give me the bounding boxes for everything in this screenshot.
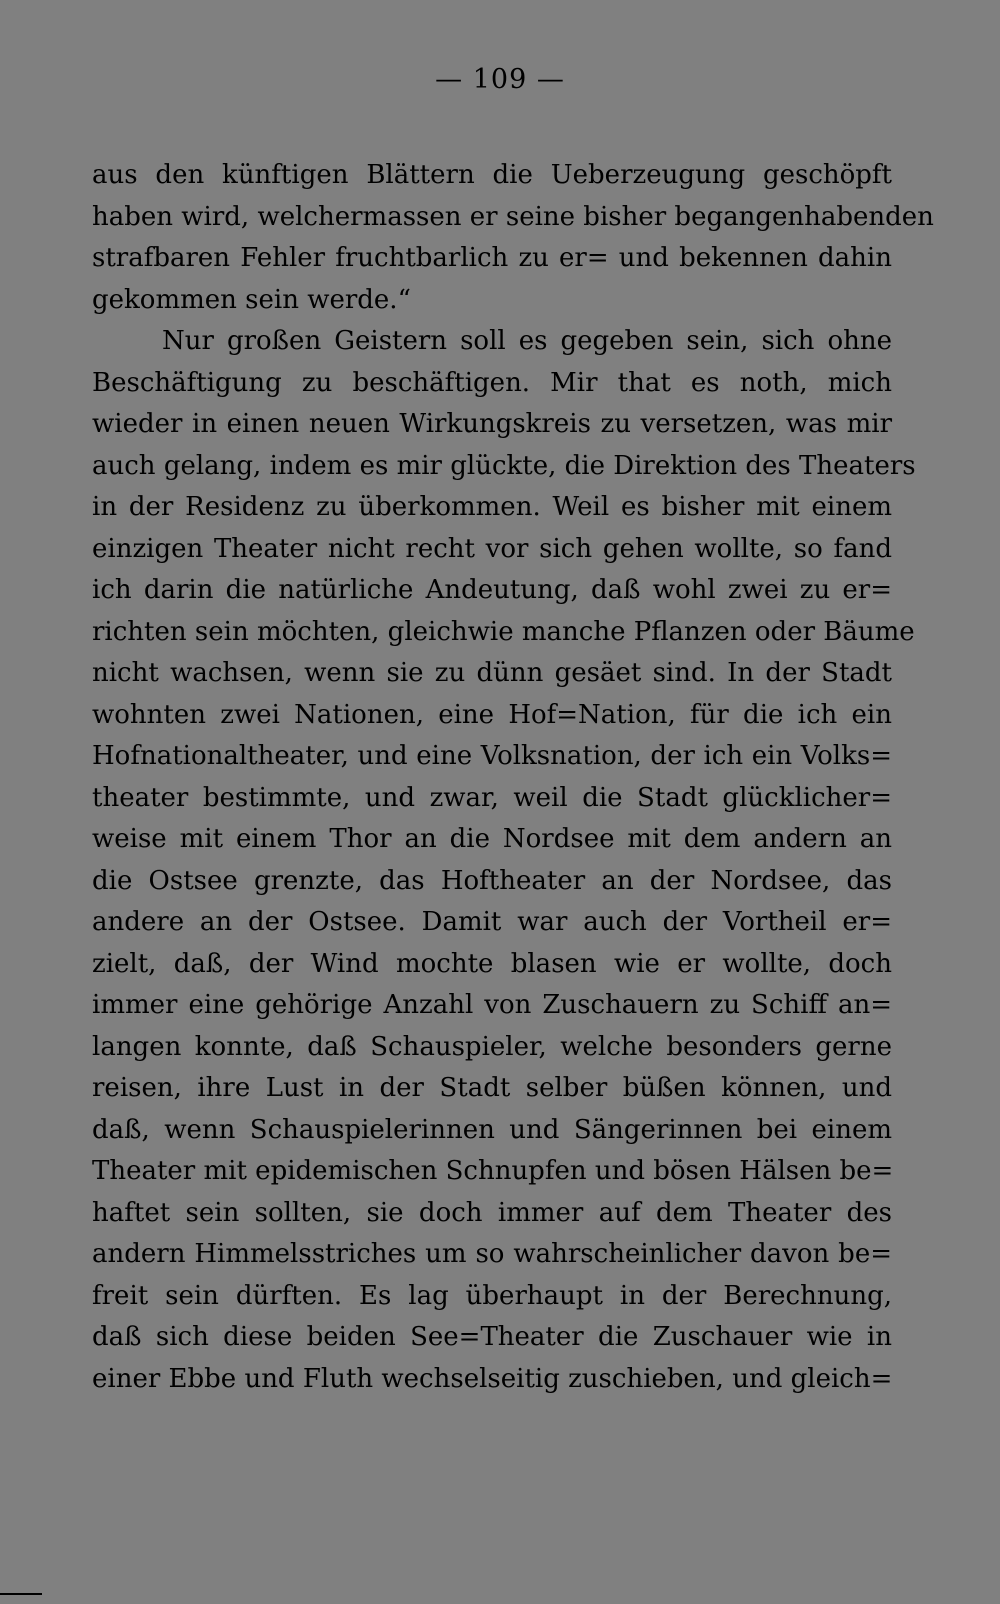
text-line: theater bestimmte, und zwar, weil die Stadt glücklicher=	[92, 782, 892, 813]
text-line: reisen, ihre Lust in der Stadt selber büßen können, und	[92, 1073, 892, 1103]
text-line: wieder in einen neuen Wirkungskreis zu versetzen, was mir	[92, 409, 892, 439]
text-line: ich darin die natürliche Andeutung, daß wohl zwei zu er=	[92, 575, 892, 605]
text-line: strafbaren Fehler fruchtbarlich zu er= und bekennen dahin	[92, 243, 892, 273]
text-line: daß, wenn Schauspielerinnen und Sängerinnen bei einem	[92, 1114, 892, 1145]
page-number: — 109 —	[435, 64, 565, 95]
footer-rule	[0, 1593, 42, 1595]
text-line: Nur großen Geistern soll es gegeben sein, sich ohne	[162, 326, 892, 356]
text-line: zielt, daß, der Wind mochte blasen wie er wollte, doch	[92, 948, 892, 979]
text-line: andere an der Ostsee. Damit war auch der Vortheil er=	[92, 907, 892, 937]
text-line: Beschäftigung zu beschäftigen. Mir that es noth, mich	[92, 367, 892, 398]
text-line: Hofnationaltheater, und eine Volksnation, der ich ein Volks=	[92, 741, 892, 771]
text-line: haben wird, welchermassen er seine bisher begangenhabenden	[92, 201, 934, 232]
text-line: Theater mit epidemischen Schnupfen und bösen Hälsen be=	[92, 1156, 894, 1186]
text-line: immer eine gehörige Anzahl von Zuschauern zu Schiff an=	[92, 990, 892, 1020]
text-line: langen konnte, daß Schauspieler, welche besonders gerne	[92, 1031, 892, 1062]
text-line: nicht wachsen, wenn sie zu dünn gesäet sind. In der Stadt	[92, 658, 892, 688]
text-line: andern Himmelsstriches um so wahrscheinlicher davon be=	[92, 1239, 892, 1269]
text-line: freit sein dürften. Es lag überhaupt in der Berechnung,	[92, 1280, 892, 1311]
text-line: in der Residenz zu überkommen. Weil es bisher mit einem	[92, 492, 892, 522]
text-line: auch gelang, indem es mir glückte, die Direktion des Theaters	[92, 450, 916, 481]
text-line: wohnten zwei Nationen, eine Hof=Nation, für die ich ein	[92, 699, 892, 730]
text-line: aus den künftigen Blättern die Ueberzeugung geschöpft	[92, 160, 892, 190]
text-line: gekommen sein werde.“	[92, 284, 411, 315]
text-line: weise mit einem Thor an die Nordsee mit dem andern an	[92, 824, 892, 854]
text-line: richten sein möchten, gleichwie manche Pflanzen oder Bäume	[92, 616, 915, 647]
text-line: haftet sein sollten, sie doch immer auf dem Theater des	[92, 1197, 892, 1228]
text-line: einzigen Theater nicht recht vor sich gehen wollte, so fand	[92, 533, 892, 564]
text-line: die Ostsee grenzte, das Hoftheater an der Nordsee, das	[92, 865, 892, 896]
body-text	[92, 155, 934, 1400]
text-line: daß sich diese beiden See=Theater die Zuschauer wie in	[92, 1322, 892, 1352]
text-line: einer Ebbe und Fluth wechselseitig zuschieben, und gleich=	[92, 1363, 893, 1394]
